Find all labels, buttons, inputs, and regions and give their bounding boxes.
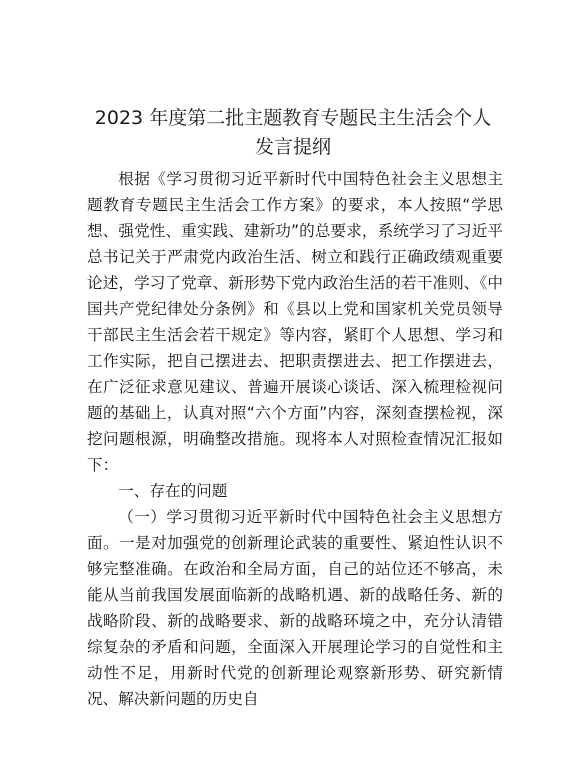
title-line-2: 发言提纲 xyxy=(254,136,331,158)
subsection-paragraph: （一）学习贯彻习近平新时代中国特色社会主义思想方面。一是对加强党的创新理论武装的重要性、紧迫性认识不够完整准确。在政治和全局方面，自己的站位还不够高，未能从当前我国发展面临新的战略机遇、新的战略任务、新的战略阶段、新的战略要求、新的战略环境之中，充分认清错综复杂的矛盾和问题，全面深入开展理论学习的自觉性和主动性不足，用新时代党的创新理论观察新形势、研究新情况、解决新问题的历史自 xyxy=(87,508,503,708)
title-line-1: 2023 年度第二批主题教育专题民主生活会个人 xyxy=(94,107,492,129)
intro-paragraph: 根据《学习贯彻习近平新时代中国特色社会主义思想主题教育专题民主生活会工作方案》的要求，本人按照“学思想、强党性、重实践、建新功”的总要求，系统学习了习近平总书记关于严肃党内政治生活、树立和践行正确政绩观重要论述，学习了党章、新形势下党内政治生活的若干准则、《中国共产党纪律处分条例》和《县以上党和国家机关党员领导干部民主生活会若干规定》等内容，紧盯个人思想、学习和工作实际，把自己摆进去、把职责摆进去、把工作摆进去，在广泛征求意见建议、普遍开展谈心谈话、深入梳理检视问题的基础上，认真对照“六个方面”内容，深刻查摆检视，深挖问题根源，明确整改措施。现将本人对照检查情况汇报如下： xyxy=(87,170,503,474)
section-heading: 一、存在的问题 xyxy=(118,482,228,500)
document-body xyxy=(87,166,503,712)
document-title xyxy=(60,104,526,162)
